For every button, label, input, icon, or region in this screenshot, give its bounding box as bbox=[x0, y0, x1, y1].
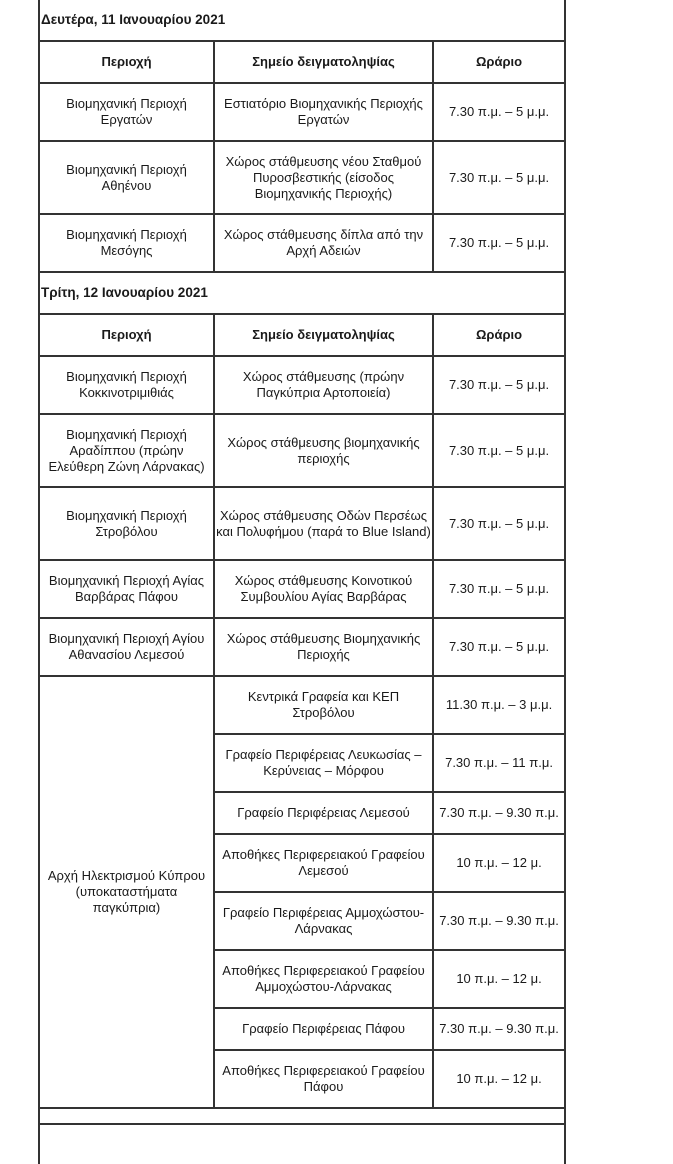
time-cell: 11.30 π.μ. – 3 μ.μ. bbox=[433, 676, 564, 734]
point-cell: Γραφείο Περιφέρειας Αμμοχώστου-Λάρνακας bbox=[214, 892, 433, 950]
table-row bbox=[40, 83, 564, 141]
schedule-table bbox=[40, 0, 564, 1125]
time-cell: 10 π.μ. – 12 μ. bbox=[433, 834, 564, 892]
area-cell: Βιομηχανική Περιοχή Κοκκινοτριμιθιάς bbox=[40, 356, 214, 414]
time-cell: 10 π.μ. – 12 μ. bbox=[433, 1050, 564, 1108]
header-point: Σημείο δειγματοληψίας bbox=[214, 41, 433, 83]
area-cell: Βιομηχανική Περιοχή Εργατών bbox=[40, 83, 214, 141]
table-row bbox=[40, 356, 564, 414]
table-row bbox=[40, 676, 564, 734]
header-area: Περιοχή bbox=[40, 41, 214, 83]
time-cell: 7.30 π.μ. – 5 μ.μ. bbox=[433, 618, 564, 676]
header-time: Ωράριο bbox=[433, 41, 564, 83]
time-cell: 7.30 π.μ. – 9.30 π.μ. bbox=[433, 792, 564, 834]
time-cell: 7.30 π.μ. – 9.30 π.μ. bbox=[433, 892, 564, 950]
point-cell: Γραφείο Περιφέρειας Λεμεσού bbox=[214, 792, 433, 834]
area-cell: Βιομηχανική Περιοχή Στροβόλου bbox=[40, 487, 214, 560]
area-cell: Βιομηχανική Περιοχή Αραδίππου (πρώην Ελεύθερη Ζώνη Λάρνακας) bbox=[40, 414, 214, 487]
tail-row bbox=[40, 1108, 564, 1124]
time-cell: 7.30 π.μ. – 5 μ.μ. bbox=[433, 414, 564, 487]
time-cell: 10 π.μ. – 12 μ. bbox=[433, 950, 564, 1008]
table-row bbox=[40, 560, 564, 618]
point-cell: Αποθήκες Περιφερειακού Γραφείου Αμμοχώστου-Λάρνακας bbox=[214, 950, 433, 1008]
time-cell: 7.30 π.μ. – 5 μ.μ. bbox=[433, 214, 564, 272]
header-row bbox=[40, 41, 564, 83]
date-heading-tuesday: Τρίτη, 12 Ιανουαρίου 2021 bbox=[40, 272, 564, 314]
area-cell: Βιομηχανική Περιοχή Αγίας Βαρβάρας Πάφου bbox=[40, 560, 214, 618]
table-row bbox=[40, 214, 564, 272]
point-cell: Χώρος στάθμευσης βιομηχανικής περιοχής bbox=[214, 414, 433, 487]
header-area: Περιοχή bbox=[40, 314, 214, 356]
time-cell: 7.30 π.μ. – 5 μ.μ. bbox=[433, 83, 564, 141]
point-cell: Χώρος στάθμευσης νέου Σταθμού Πυροσβεστικής (είσοδος Βιομηχανικής Περιοχής) bbox=[214, 141, 433, 214]
point-cell: Κεντρικά Γραφεία και ΚΕΠ Στροβόλου bbox=[214, 676, 433, 734]
time-cell: 7.30 π.μ. – 11 π.μ. bbox=[433, 734, 564, 792]
point-cell: Εστιατόριο Βιομηχανικής Περιοχής Εργατών bbox=[214, 83, 433, 141]
date-heading-monday: Δευτέρα, 11 Ιανουαρίου 2021 bbox=[40, 0, 564, 41]
header-row bbox=[40, 314, 564, 356]
area-cell: Βιομηχανική Περιοχή Αθηένου bbox=[40, 141, 214, 214]
point-cell: Γραφείο Περιφέρειας Πάφου bbox=[214, 1008, 433, 1050]
time-cell: 7.30 π.μ. – 9.30 π.μ. bbox=[433, 1008, 564, 1050]
point-cell: Αποθήκες Περιφερειακού Γραφείου Λεμεσού bbox=[214, 834, 433, 892]
eac-area-cell: Αρχή Ηλεκτρισμού Κύπρου (υποκαταστήματα παγκύπρια) bbox=[40, 676, 214, 1108]
time-cell: 7.30 π.μ. – 5 μ.μ. bbox=[433, 560, 564, 618]
time-cell: 7.30 π.μ. – 5 μ.μ. bbox=[433, 356, 564, 414]
date-row bbox=[40, 0, 564, 41]
point-cell: Γραφείο Περιφέρειας Λευκωσίας – Κερύνειας – Μόρφου bbox=[214, 734, 433, 792]
point-cell: Χώρος στάθμευσης Οδών Περσέως και Πολυφήμου (παρά το Blue Island) bbox=[214, 487, 433, 560]
table-row bbox=[40, 141, 564, 214]
point-cell: Χώρος στάθμευσης Βιομηχανικής Περιοχής bbox=[214, 618, 433, 676]
table-row bbox=[40, 414, 564, 487]
area-cell: Βιομηχανική Περιοχή Μεσόγης bbox=[40, 214, 214, 272]
table-row bbox=[40, 618, 564, 676]
header-time: Ωράριο bbox=[433, 314, 564, 356]
point-cell: Χώρος στάθμευσης (πρώην Παγκύπρια Αρτοποιεία) bbox=[214, 356, 433, 414]
point-cell: Αποθήκες Περιφερειακού Γραφείου Πάφου bbox=[214, 1050, 433, 1108]
point-cell: Χώρος στάθμευσης δίπλα από την Αρχή Αδειών bbox=[214, 214, 433, 272]
area-cell: Βιομηχανική Περιοχή Αγίου Αθανασίου Λεμεσού bbox=[40, 618, 214, 676]
time-cell: 7.30 π.μ. – 5 μ.μ. bbox=[433, 141, 564, 214]
schedule-page bbox=[38, 0, 566, 1164]
table-row bbox=[40, 487, 564, 560]
table-continuation bbox=[40, 1108, 564, 1124]
point-cell: Χώρος στάθμευσης Κοινοτικού Συμβουλίου Αγίας Βαρβάρας bbox=[214, 560, 433, 618]
time-cell: 7.30 π.μ. – 5 μ.μ. bbox=[433, 487, 564, 560]
date-row bbox=[40, 272, 564, 314]
header-point: Σημείο δειγματοληψίας bbox=[214, 314, 433, 356]
